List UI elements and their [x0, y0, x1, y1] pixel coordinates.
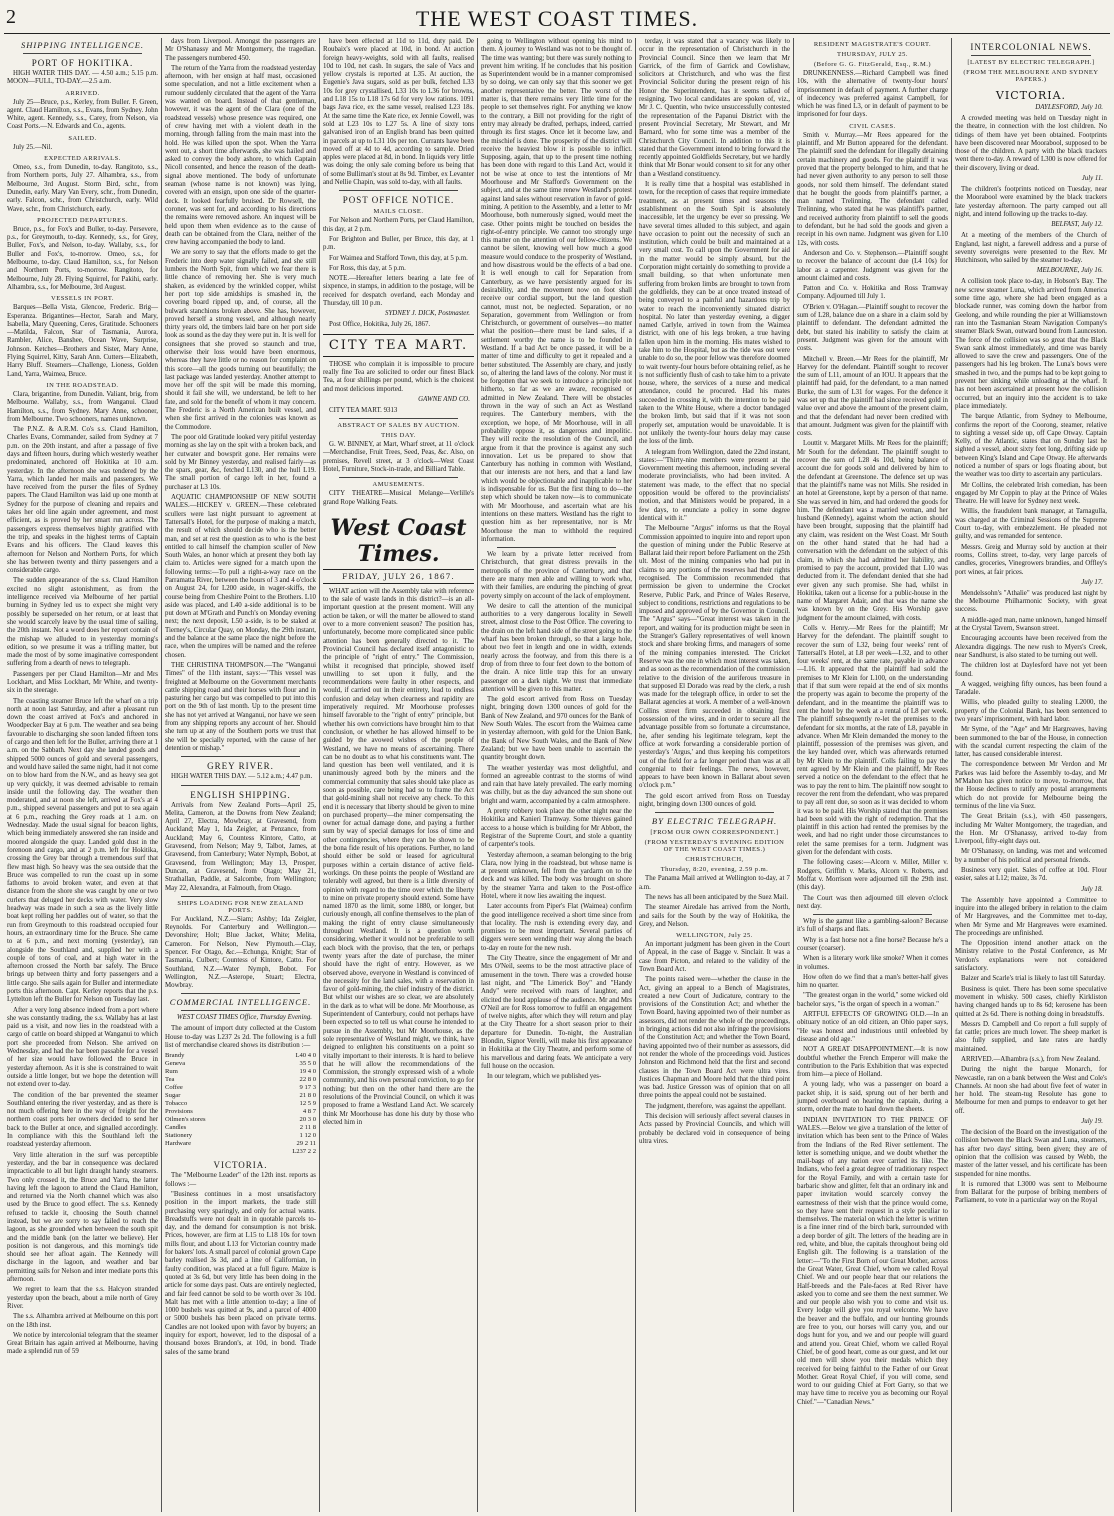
article-text: Barques—Bella Vista, Glencoe, Frederic. Brig—Esperanza. Brigantines—Hector, Sarah and Mary, Isabella, Mary Queening, Ceres, Gratitude. Schooners—Matilda, Falcon, Star of Tasmania, Aurora, Rambler, Alice, Banshee, Ocean Wave, Surprise, Johnson. Ketches—Brothers and Sister, Mary Anne, Flying Squirrel, Kitty, Sarah Ann. Cutters—Elizabeth, Harry Bluff. Steamers—Challenge, Lioness, Golden Land, Yarra, Waimea, Bruce.: [7, 304, 158, 378]
article-text: Mitchell v. Breen.—Mr Rees for the plaintiff, Mr Harvey for the defendant. Plaintiff sought to recover the sum of L11, amount of an IOU. It appears that the plaintiff had paid, for the defendant, to a man named Burke, the sum of L31 for wages. For the defence it was set up that the plaintiff had since received gold in value over and above the amount of the present claim, and that the defendant had never been credited with that amount. Judgment was given for the plaintiff with costs.: [797, 355, 948, 438]
page-number: 2: [6, 6, 16, 28]
article-text: Later accounts from Piper's Flat (Waimea) confirm the good intelligence received a short time since from that locality. The rush is extending every day, and promises to be most important. Several parties of diggers were seen wending their way along the beach to-day en route for the new rush.: [481, 903, 632, 952]
article-text: The judgment, therefore, was against the appellant.: [645, 1102, 787, 1110]
article-text: THE CHRISTINA THOMPSON.—The "Wanganui Times" of the 11th instant, says:—"This vessel was freighted at Melbourne on the Government merchants cattle shipping road and their horses with flour and in pasturing her cargo but was compelled to put into this port on the 9th of last month. Up to the present time she has not yet arrived at Wanganui, nor have we seen from any shipping reports any account of her. Should she turn up at any of the Southern ports we trust that she will be specially reported, with the cause of her detention or mishap.": [165, 661, 316, 752]
duty-row: [165, 1116, 316, 1124]
subheading: SAILED.: [68, 134, 97, 142]
divider: [971, 55, 1091, 56]
article-text: The amount of import duty collected at the Custom House to-day was L237 2s 2d. The following is a full list of merchandise cleared shows its distribution :—: [165, 1025, 316, 1050]
article-text: The return of the Yarra from the roadstead yesterday afternoon, with her ensign at half mast, occasioned some speculation, and not a little excitement when a rumour suddenly circulated that the agent of the Yarra was wanted on board. Instead of that gentleman, however, it was the agent of the Clara (one of the roadstead vessels) whose presence was required, one of crew having met with a violent death in the morning, through falling from the main mast into the hold. He was killed upon the spot. When the Yarra went out, a short time afterwards, she was hailed and asked to convey the body ashore, to which Captain Nicoll consented, and hence the reason of the death-signal above mentioned. The body of unfortunate seaman (whose name is not known) was lying, covered with an ensign, upon one side of the quarter-deck. It looked fearfully bruised. Dr Rowsell, the coroner, was sent for, and according to his directions the remains were removed ashore. An inquest will be held upon them when evidence as to the cause of death can be obtained from the Clara, neither of the crew having accompanied the body to land.: [165, 64, 316, 247]
article-text: Mr Collins, the celebrated Irish comedian, has been engaged by Mr Coppin to play at the Prince of Wales Theatre. He will leave for Sydney next week.: [955, 481, 1107, 506]
divider: [339, 190, 458, 191]
article-text: The gold escort arrived from Ross on Tuesday night, bringing down 1300 ounces of gold.: [639, 792, 790, 809]
article-text: DRUNKENNESS.—Richard Campbell was fined 10s, with the alternative of twenty-four hours' imprisonment in default of payment. A further charge of indecency was preferred against Campbell, for which he was fined L3, or in default of payment to be imprisoned for four days.: [797, 70, 948, 119]
article-text: INDIAN INVITATION TO THE PRINCE OF WALES.—Below we give a translation of the letter of invitation which has been sent to the Prince of Wales from the Indians of the Red River settlement. The letter is something unique, and we doubt whether the mail-bags of any nation ever carried its like. The Indians, who feel a great degree of traditionary respect for the Royal Family, and with a certain taste for barbaric show and glitter, felt that an ordinary ink and paper invitation would scarcely convey the earnestness of their wish that the prince would come, so they have sent their request in a style peculiar to themselves. The material on which the letter is written is a fine inner rind of the birch bark, surrounded with a deep border of gilt. The letters of the heading are in red, white, and blue, the capitals throughout being old English gilt. The following is a translation of the letter:—"To the First Born of our Great Mother, across the Great Water, Great Chief, whom we called Royal Chief. We and our people hear that our relations the Half-breeds and the Pale-faces at Red River have asked you to come and see them the next summer. We and our people also wish you to come and visit us. Every lodge will give you royal welcome. We have the beaver and the buffalo, and our hunting grounds are free to you, our horses will carry you, and our dogs hunt for you, and we and our people will guard and attend you. Great Chief, whom we called Royal Chief, be of good heart, come as our guest, and let our old men will show you their medals which they received for being faithful to the Father of our Great Mother. Great Royal Chief, if you will come, send word to our guiding Chief at Fort Garry, so that we may have time to receive you as becoming our Royal Chief."—"Canadian News.": [797, 1116, 948, 1406]
article-text: A wagged, weighing fifty ounces, has been found a Taradale.: [955, 680, 1107, 697]
section-heading: SHIPPING INTELLIGENCE.: [20, 40, 145, 50]
divider: [339, 418, 458, 419]
article-text: The barque Atlantic, from Sydney to Melbourne, confirms the report of the Coorong, steamer, relative to sighting a vessel side up, off Cape Otway. Captain Kelly, of the Atlantic, states that on Sunday last he sighted a vessel, about sixty feet long, drifting side up between King's Island and Cape Otway. He afterwards noticed a number of spars or logs floating about, but the weather was too dirty to ascertain any particulars.: [955, 413, 1107, 479]
signature: SYDNEY J. DICK, Postmaster.: [385, 310, 470, 318]
duty-amount: 2 11 8: [299, 1124, 316, 1132]
article-text: Colls v. Henry.—Mr Rees for the plaintiff; Mr Harvey for the defendant. The plaintiff sought to recover the sum of L32, being four weeks' rent of Tattersall's Hotel, at L8 per week—L32, and to other four weeks' rent, at the same rate, payable in advance—L16. It appeared that the plaintiff had sold the premises to Mr Klein for L100, on the understanding that if that sum were repaid at the end of six months the property was again to become the property of the defendant, and in the meantime the plaintiff was to rent the hotel by the week at a rental of L8 per week. The plaintiff subsequently re-let the premises to the defendant for six months, at the rate of L8, payable in advance. When Mr Klein demanded the money to the plaintiff, possession of the premises was given, and the key handed over, which was afterwards returned by Mr Klein to the plaintiff. Colls failing to pay the rent agreed by Mr Klein and the plaintiff, Mr Rees served a notice on the defendant to the effect that he was to pay the rent to him. The plaintiff now sought to recover the rent from the defendant, who was prepared to pay all rent due, so soon as it was decided to whom it was to be paid. His Worship stated that the premises had been sold with the right of redemption. That the plaintiff in this action had rented the premises by the week, and had no right under those circumstances to relet the same premises for a term. Judgment was given for the defendant with costs.: [797, 625, 948, 857]
subheading: EXPECTED ARRIVALS.: [44, 155, 121, 163]
article-text: The poor old Gratitude looked very pitiful yesterday morning as she lay on the spit with a broken back, and her cutwater and bowsprit gone. Her remains were sold by Mr Binney yesterday, and realised fairly—as the spars, gear, &c, fetched L130, and the hull L19. The small portion of cargo left in her, found a purchaser at L3 10s.: [165, 433, 316, 491]
article-text: The correspondence between Mr Verdon and Mr Parkes was laid before the Assembly to-day, and Mr M'Mahon has given notice to move, to-morrow, that the House declines to ratify any postal arrangements which do not provide for Melbourne being the terminus of the line via Suez.: [955, 761, 1107, 810]
dateline: WEST COAST TIMES Office, Thursday Evening.: [176, 1014, 312, 1022]
article-text: The gold escort arrived from Ross on Tuesday night, bringing down 1300 ounces of gold for the Bank of New Zealand, and 970 ounces for the Bank of New South Wales. The escort from the Waimea came in yesterday afternoon, with gold for the Union Bank, the Bank of New South Wales, and the Bank of New Zealand; but we have been unable to ascertain the quantity brought down.: [481, 696, 632, 762]
subheading: AMUSEMENTS.: [372, 481, 425, 489]
article-text: A crowded meeting was held on Tuesday night in the theatre, in connection with the lost children. No tidings of them have yet been obtained. Footprints have been discovered near Moorabool, supposed to be those of the children. A party with the black trackers went there to-day. A reward of L300 is now offered for their discovery, living or dead.: [955, 115, 1107, 172]
article-text: terday, it was stated that a vacancy was likely to occur in the representation of Christchurch in the Provincial Council. Since then we learn that Mr Garrick, of the firm of Garrick and Cowlishaw, solicitors at Christchurch, and who was the first Provincial Solicitor during the present reign of his Honor the Superintendent, has it seems talked of resigning. Two local candidates are spoken of, viz., Mr J. C. Quentin, who twice unsuccessfully contested the representation of the Papanui District with the present Provincial Secretary, Mr Stewart, and Mr Barnard, who for some time was a member of the Christchurch City Council. In addition to this it is stated that the Government intend to bring forward the recently appointed Goldfields Secretary, but we hardly think that Mr Bonar would consent to sit for any other than a Westland constituency.: [639, 38, 790, 178]
article-text: The Court was then adjourned till eleven o'clock next day.: [797, 894, 948, 910]
column-1: [4, 38, 162, 1512]
subheading: (FROM YESTERDAY'S EVENING EDITION OF THE WEST COAST TIMES.): [644, 839, 785, 854]
article-text: For Ross, this day, at 5 p.m.: [329, 264, 406, 272]
duty-amount: 29 2 11: [296, 1140, 316, 1148]
article-text: Willis, the fraudulent bank manager, at Tarnagulla, was charged at the Criminal Sessions of the Supreme Court to-day, with embezzlement. He pleaded not guilty, and was remanded for sentence.: [955, 508, 1107, 541]
divider: [497, 547, 616, 548]
article-text: In our telegram, which we published yes-: [487, 1073, 602, 1081]
article-text: The coasting steamer Bruce left the wharf on a trip north at noon last Saturday, and after a pleasant run down the coast arrived at Fox's and anchored in Woodpecker Bay at 6 p.m. The weather and sea being favourable to discharging she soon landed fifteen tons of cargo and then left for the Buller, arriving there at 1 a.m. on the Sabbath. Next day she landed goods and shipped 5000 ounces of gold and several passengers, and would have sailed the same night, had it not come on to blow hard from the N.W., and as heavy sea got up very quickly, it was deemed advisable to remain inside until the following day. The weather then moderated, and at noon she left, arrived at Fox's at 4 p.m., shipped several passengers and put to sea again at 6 p.m., reaching the Grey roads at 1 a.m. on Wednesday. Made the usual signal for beacon lights, which being immediately answered she ran inside and moored alongside the quay. Landed gold dust in the forenoon and cargo, and at 2 p.m. left for Hokitika, crossing the Grey bar through a tremendous surf that flew mast high. So heavy was the sea outside that the Bruce was compelled to run the coast up in some fathoms to avoid broken water, and even at that distance from the shore she was caught by one or two curlers that deluged her decks with water. Very slow headway was made in such a sea as the lively little boat kept rolling her paddles out of water, so that the run from Greymouth to this roadstead occupied four hours, an extraordinary time for the Bruce. She came to at 6 p.m., and next morning (yesterday), ran alongside the Southland and, supplied her with a couple of tons of coal, and at high water in the afternoon crossed the North bar safely. The Bruce brings up between thirty and forty passengers and a little cargo. She sails again for Buller and intermediate ports this afternoon. Capt. Kerley reports that the p.s. Lyttelton left the Buller for Nelson on Tuesday last.: [7, 697, 158, 1004]
duty-row: [165, 1132, 316, 1140]
article-text: O'Brien v. O'Hagan.—Plaintiff sought to recover the sum of L28, balance due on a share in a claim sold by plaintiff to defendant. The defendant admitted the debt, but stated his inability to satisfy the claim at present. Judgment was given for the amount with costs.: [797, 303, 948, 353]
divider: [181, 1010, 300, 1011]
article-text: We regret to learn that the s.s. Halcyon stranded yesterday upon the beach, about a mile north of Grey River.: [7, 1286, 158, 1310]
column-2: [162, 38, 320, 1512]
article-text: HIGH WATER THIS DAY. — 5.12 a.m.; 4.47 p.m.: [171, 773, 313, 781]
advert-text: THOSE who complain it is impossible to procure really fine Tea are solicited to order our finest Black Tea, at four shillings per pound, which is the choicest and most delicious imported.: [323, 360, 474, 393]
duty-row: [165, 1076, 316, 1084]
article-text: Mendelssohn's "Athalie" was produced last night by the Melbourne Philharmonic Society, with great success.: [955, 589, 1107, 614]
duty-item: Hardware: [165, 1140, 191, 1148]
issue-date: FRIDAY, JULY 26, 1867.: [323, 569, 474, 584]
article-text: The following cases:—Alcorn v. Miller, Miller v. Rodgers, Griffith v. Marks, Alcorn v. Roberts, and Moffat v. Morrison were adjourned till the 29th inst. (this day).: [797, 859, 948, 892]
leader-text: going to Wellington without opening his mind to them. A journey to Westland was not to be thought of. The time was wanting; but there was surely nothing to prevent him writing. If he concludes that his position as Superintendent would be in a manner compromised by so doing, we can only say that this sooner we get another representative the better. The worst of the matter is, that there remains very little time for the people to set themselves right. For anything we know to the contrary, a Bill not providing for the right of entry may already be drafted, perhaps, indeed, carried through its first stages. Once let it become law, and the mischief is done. The prosperity of the district will receive the heaviest blow it is possible to inflict. Supposing, again, that up to the present time nothing has been done with regard to this Land Act, would it not be wise at once to test the intentions of Mr Moorhouse and Mr Stafford's Government on the subject, and at the same time renew Westland's protest against land sales without reservation in favor of gold-mining. A petition to the Assembly, and a letter to Mr Moorhouse, both numerously signed, would meet the case. Other points might be touched on besides the right-of-entry principle. We cannot too strongly urge this matter on the attention of our fellow-citizens. We cannot be silent, knowing well how much a good measure would conduce to the prosperity of Westland, and how disastrous would be the effects of a bad one. It is well enough to call for Separation from Canterbury, as we have persistently argued for its desirability, and the movement now on foot shall receive our cordial support, but the land question cannot, must not, be neglected. Separation, or no Separation, government from Wellington or from Christchurch, or government of ourselves—no matter what the position—there must be land sales, if a settlement worthy the name is to be founded in Westland. If a bad Act be once passed, it will be a matter of time and difficulty to get it repealed and a better substituted. The Assembly are chary, and justly so, of altering the land laws of the colony. Nor must it be forgotten that we seek to introduce a principle not hitherto, so far as we are aware, recognised or admitted in New Zealand. There will be obstacles thrown in the way of such an Act as Westland requires. The Canterbury members, with the exception, we hope, of Mr Moorhouse, will in all probability oppose it, as dangerous and impolitic. They will recite the resolution of the Council, and argue from it that the province is against any such innovation. Let us be prepared to show that Canterbury has nothing in common with Westland, that our interests are not hers, and that a land law which would be objectionable and inapplicable to her is indispensable for us. But the first thing to do—the step which should be taken now—is to communicate with Mr Moorhouse, and ascertain what are his intentions on these matters. Westland has the right to question him as her representative, nor is Mr Moorhouse the man to withhold the required information.: [481, 38, 632, 543]
section-heading: BY ELECTRIC TELEGRAPH.: [651, 816, 778, 827]
duty-table: [165, 1052, 316, 1156]
article-text: have been effected at 11d to 11d, duty paid. De Roubaix's were placed at 10d, in bond. At auction foreign heavy-weights, sold with all faults, realised 10d to 10d, net cash. In sugars, the sale of Vacs and yellow crystals is reported at L35. At auction, the Eugenie's Java sugars, sold as per bulk, fetched L33 10s for grey crystallised, L33 10s to L36 for browns, and L18 15s to L18 17s 6d for very low rations. 1091 bags Java rice, ex the same vessel, realised L23 18s. At the same time the Kate rice, ex Jennie Cowell, was sold at L23 10s to L27 5s. A line of sixty tons galvanised iron of an English brand has been quitted in parcels at up to L31 10s per ton. Currants have been moved off at 4d to 4d, according to sample. Dried apples were placed at 8d, in bond. In liquids very little was doing; the only sale coming before us being that of some Bulliman's stout at 8s 9d. Timber, ex Levanter and Nellie Chapin, was sold to-day, with all faults.: [323, 38, 474, 187]
article-text: AQUATIC CHAMPIONSHIP OF NEW SOUTH WALES.—HICKEY v. GREEN.—These celebrated scullers were last night pursuant to agreement at Tattersall's Hotel, for the purpose of making a match, the result of which should decide who is the better man, and set at rest the question as to who is the best entitled to call himself the champion sculler of New South Wales, an honor which at present they both lay claim to. Articles were signed for a match upon the following terms:—To pull a right-a-way race on the Parramatta River, between the hours of 3 and 4 o'clock on August 24, for L200 aside, in wager-skiffs, the course being from Cheshire Point to the Brothers. L10 aside was placed, and L40 a-side additional is to be put down at M'Grath and Punch's on Monday evening next; the next deposit, L50 a-side, is to be staked at Tierney's, Circular Quay, on Monday, the 29th instant, and the balance at the same place the night before the race, when the umpires will be named and the referee chosen.: [165, 494, 316, 659]
subheading: SHIPS LOADING FOR NEW ZEALAND PORTS.: [177, 899, 304, 914]
article-text: The Opposition intend another attack on the Ministry relative to the Postal Conference, as Mr Verdon's explanations were not considered satisfactory.: [955, 940, 1107, 973]
article-text: ARRIVED.—Alhambra (s.s.), from New Zealand.: [961, 1055, 1101, 1063]
duty-amount: 12 5 9: [299, 1100, 316, 1108]
dateline: THURSDAY, JULY 25.: [837, 51, 908, 58]
duty-item: Geneva: [165, 1060, 186, 1068]
article-text: We are sorry to say that the efforts made to get the Frederic into deep water signally failed, and she still lumbers the North Spit, from which we fear there is little chance of removing her. She is very much shaken, as evidenced by the wrinkled copper, whilst her port top side amidships is smashed in, the covering board ripped up, and, of course, all the bulwark stanchions broken above. She has, however, proved herself a strong vessel, and although nearly thirty years old, the timbers laid bare on her port side look as sound as the day they were put in. It is well for consignees that she proved so staunch and true, otherwise their loss would have been enormous, whereas they have little or no reason for complaint on this score—all the goods turning out beautifully; the last package was landed yesterday. Another attempt to move her off the spit will be made this morning, should it fail she will, we understand, be left to her fate, and sold for the benefit of whom it may concern. The Frederic is a North American built vessel, and when she first arrived in the colonies was known as the Commodore.: [165, 249, 316, 431]
duty-amount: 20 3 0: [299, 1116, 316, 1124]
article-text: Bruce, p.s., for Fox's and Buller, to-day. Persevere, p.s., for Greymouth, to-day. Kennedy, s.s., for Grey, Buller, Fox's, and Nelson, to-day. Wallaby, s.s., for Buller and Fox's, to-morrow. Omeo, s.s., for Melbourne, to-day. Claud Hamilton, s.s., for Nelson and Northern Ports, to-morrow. Rangitoto, for Melbourne, July 28. Flying Squirrel, for Pakihi, early. Alhambra, s.s., for Melbourne, 3rd August.: [7, 225, 158, 291]
article-text: A collision took place to-day, in Hobson's Bay. The new screw steamer Luna, which arrived from America some time ago, where she had been engaged as a blockade runner, was coming down the harbor from Geelong, and while rounding the pier at Williamstown ran into the Tasmanian Steam Navigation Company's steamer Black Swan, outward bound from Launceston. The force of the collision was so great that the Black Swan sank almost immediately, and time was barely allowed to save the crew and passengers. One of the passengers had his leg broken. The Luna's bows were smashed in two, and the pumps had to be kept going to prevent her sinking while unloading at the wharf. It has not been ascertained at present how the collision occurred, but an inquiry into the accident is to take place immediately.: [955, 278, 1107, 410]
article-text: Very little alteration in the surf was perceptible yesterday, and the bar in consequence was declared impracticable to all but light draught handy steamers. Two only crossed it, the Bruce and Yarra, the latter having left the lagoon to attend the Claud Hamilton, and returned via the North channel which was also used by the Bruce to good effect. The s.s. Kennedy refused to tackle it, choosing the South channel instead, but we are sorry to say failed to reach the lagoon, as she grounded when between the south spit and the middle bank (on the latter we believe). Her position is not dangerous, and this morning's tide should see her afloat again. The Kennedy will discharge in the lagoon, and weather and bar permitting sails for Nelson and inter mediate ports this afternoon.: [7, 1151, 158, 1284]
article-text: A pretty robbery took place the other night near the Hokitika and Kanieri Tramway. Some thieves gained access to a house which is building for Mr Abbott, the Registrar of the Supreme Court, and stole a quantity of carpenter's tools.: [481, 808, 632, 849]
article-text: The s.s. Alhambra arrived at Melbourne on this port on the 18th inst.: [7, 1313, 158, 1329]
article-text: The P.N.Z. & A.R.M. Co's s.s. Claud Hamilton, Charles Evans, Commander, sailed from Sydney at 7 p.m. on the 20th instant, and after a passage of five days and fifteen hours, during which westerly weather predominated, anchored off Hokitika at 10 a.m. yesterday. In the afternoon she was tendered by the Yarra, which landed her mails and passengers. We have received from the purser the files of Sydney papers. The Claud Hamilton was laid up one month at Sydney for the purpose of cleaning and repairs and takes her old line again under agreement, and most efficient, as is proved by her smart run across. The passengers express themselves highly gratified with the trip, and speaks in the highest terms of Captain Evans and his officers. The Claud leaves this afternoon for Nelson and Northern Ports, for which she has between twenty and thirty passengers and a considerable cargo.: [7, 426, 158, 575]
columns: [4, 38, 1110, 1512]
article-text: When is a literary work like smoke? When it comes in volumes.: [797, 955, 948, 971]
divider: [181, 896, 300, 897]
column-5: [636, 38, 794, 1512]
duty-item: Oilmen's stores: [165, 1116, 206, 1124]
article-text: We learn by a private letter received from Christchurch, that great distress prevails in the metropolis of the province of Canterbury, and that there are many men able and willing to work who, with their families, are enduring the pinching of great poverty simply on account of the lack of employment.: [481, 551, 632, 600]
leader-text: WHAT action will the Assembly take with reference to the sale of waste lands in this district?—is an all-important question at the present moment. Will any action be taken, or will the matter be allowed to stand over to a more convenient season? The position has, unfortunately, become more complicated since public attention has been generally directed to it. The Provincial Council has declared itself antagonistic to the principle of "right of entry." The Commission, whilst it recognised that principle, showed itself unwilling to set upon it fully, and the recommendations were faulty in other respects, and would, if carried out in their entirety, lead to endless confusion and delay when clearness and rapidity are imperatively required. Mr Moorhouse professes himself favorable to the "right of entry" principle, but whether his own convictions have brought him to that conclusion, or whether he has allowed himself to be guided by the avowed wishes of the people of Westland, we have no means of ascertaining. There can be no doubt as to what his constituents want. The land question has been well ventilated, and it is unanimously agreed both by the miners and the commercial community that sales should take place as soon as possible, care being had so to frame the Act that gold-mining shall not receive any check. To this end it is necessary that liberty should be given to mine on purchased property—the miner compensating the owner for actual damage done, and paying a further sum by way of special damages for loss of time and other contingencies, where they can be shown to be the bona fide result of his operations. Further, no land should either be sold or leased for agricultural purposes within a certain distance of active field-workings. On these points the people of Westland are tolerably well agreed, but there is a little diversity of opinion with regard to the time over which the liberty to mine on private property should extend. Some have named 1870 as the limit, some 1880, or longer, but curiously enough, all confine themselves to the plan of making the right of entry clause simultaneously throughout Westland. It is a question worth considering, whether it would not be preferable to sell each block with the proviso, that the ten, or perhaps twenty years after the date of purchase, the miner should have the right of entry. However, as we observed above, everyone in Westland is convinced of the necessity for the land sales, with a reservation in favor of gold-mining, the chief industry of the district. But whilst our wishes are so clear, we are absolutely in the dark as to what will be done. Mr Moorhouse, as Superintendent of Canterbury, could not perhaps have been expected so to tell us what course he intended to pursue in the Assembly, but Mr Moorhouse, as the sole representative of Westland might, we think, have deigned to enlighten his constituents on a point so vitally important to their interests. It is hard to believe that he will allow the recommendations of the Commission, the strongly expressed wish of a whole community, and his own personal conviction, to go for nothing; but then on the other hand there are the resolutions of the Provincial Council, on which it was proposed to frame a Westland Land Act. We scarcely think Mr Moorhouse has done his duty by those who elected him in: [323, 587, 474, 1126]
duty-amount: L40 4 0: [295, 1052, 316, 1060]
article-text: It is really time that a hospital was established in town, for the reception of cases that require immediate treatment, as at present times and seasons the establishment on the South Spit is absolutely inaccessible, let the urgency be ever so pressing. We have several times alluded to this subject, and again have occasion to point out the necessity of such an institution, which could be built and maintained at a very small cost. To call upon the Government for aid in the matter would be simply absurd, but the Corporation might certainly do something to provide a small building, so that when unfortunate men suffering from broken limbs are brought to town from the goldfields, they can be at once treated instead of being conveyed to a painful and hazardous trip by water to reach the inconveniently situated district hospital. No later than yesterday evening, a digger named Carlyle, arrived in town from the Waimea district, with one of his legs broken, a true having fallen upon him in the morning. His mates wished to take him to the Hospital, but as the tide was out were unable to do so, the poor fellow was therefore doomed to wait twenty-four hours before obtaining relief, as he is not sufficiently flush of cash to take him to a private house, where, the services of a nurse and medical attendance, could he procured. Had his mates succeeded in crossing it, with the intention to be paid taken to the White House, where a doctor bandaged the broken limb, but said that if it was not soon properly set, amputation would be unavoidable. It is not unlikely the twenty-four hours delay may cause the loss of the limb.: [639, 181, 790, 446]
article-text: Patton and Co. v. Hokitika and Ross Tramway Company. Adjourned till July 1.: [797, 285, 948, 301]
article-text: The Melbourne "Argus" informs us that the Royal Commission appointed to inquire into and report upon the question of mining under the Public Reserve at Ballarat laid their report before Parliament on the 25th ult. Most of the mining companies who had put in claims to any portions of the reserves had their rights recognised. The Commission recommended that permission be given to undermine the Crocket Reserve, Public Park, and Prince of Wales Reserve, subject to conditions, restrictions and regulations to be imposed and approved of by the Governor in Council. The "Argus" says—"Great interest was taken in the report, and waiting for its production might be seen in the Stranger's Gallery representatives of well known stock and share broking firms, and managers of some of the mining companies interested. The Cricket Reserve was the one in which most interest was taken, and as soon as the recommendation of the commission relative to the division of the auriferous treasure in that supposed El Dorado was read by the clerk, a rush was made for the telegraph office, in order to set the Ballarat agencies at work. A member of a well-known Collins street firm succeeded in obtaining first possession of the wires, and in order to secure all the advantage possible from so fortunate a circumstance, he, after sending his legitimate telegram, kept the office at work forwarding a considerable portion of yesterday's 'Argus,' and thus keeping his competitors out of the field for a far longer period than was at all congenial to their feelings. The news, however, appears to have been known in Ballarat about seven o'clock p.m.": [639, 525, 790, 790]
duty-item: Stationery: [165, 1132, 193, 1140]
dateline: July 17.: [1081, 578, 1103, 586]
dateline: CHRISTCHURCH,: [685, 856, 744, 864]
duty-row: [165, 1084, 316, 1092]
article-text: G. W. BINNEY, at Mart, Wharf street, at 11 o'clock—Merchandise, Fruit Trees, Seed, Peas, &c. Also, on premises, Revell street, at 3 o'clock—West Coast Hotel, Furniture, Stock-in-trade, and Billiard Table.: [323, 441, 474, 473]
duty-amount: 35 5 0: [299, 1060, 316, 1068]
article-text: The children's footprints noticed on Tuesday, near the Moorabool were examined by the black trackers late yesterday afternoon. The party camped out all night, and intend following up the tracks to-day.: [955, 186, 1107, 218]
subheading: (Before G. G. FitzGerald, Esq., R.M.): [813, 61, 932, 68]
divider: [23, 53, 142, 54]
duty-item: Tea: [165, 1076, 175, 1084]
article-text: Louttit v. Margaret Mills. Mr Rees for the plaintiff; Mr South for the defendant. The plaintiff sought to recover the sum of L28 4s 10d, being balance of account due for goods sold and delivered by him to the defendant at Greenstone. The defence set up was that the plaintiff's name was not Mills. She resided in an hotel at Greenstone, kept by a person of that name. She was served in him, and had ordered the goods for him. The defendant was a married woman, and her husband (Kennedy), against whom the action should have been brought, supposing that the plaintiff had any claim, was resident on the West Coast. Mr South on the other hand stated that he had had a conversation with the defendant on the subject of this claim, in which she had admitted her liability, and promised to pay the account, provided that L10 was deducted from it. The defendant denied that she had ever given any such promise. She had, whilst in Hokitika, taken out a license for a public-house in the name of Margaret Adair, and that was the name she was known by on the Grey. His Worship gave judgment for the amount claimed, with costs.: [797, 440, 948, 622]
subheading: THIS DAY.: [381, 432, 416, 440]
subheading: PROJECTED DEPARTURES.: [37, 216, 128, 224]
article-heading: ENGLISH SHIPPING.: [190, 789, 291, 800]
divider: [339, 477, 458, 478]
article-text: Business very quiet. Sales of coffee at 10d. Flour easier, sales at L12; maize, 3s 7d.: [955, 867, 1107, 883]
duty-row: [165, 1124, 316, 1132]
masthead: [0, 0, 1114, 36]
divider: [813, 914, 932, 915]
article-text: Arrivals from New Zealand Ports—April 25, Melita, Cameron, at the Downs from New Zealand; April 27, Electra, Mowbray, at Gravesend, from Auckland; May 1, Ida Zeigler, at Penzance, from Auckland; May 6, Countess Kintore, Catto, at Gravesend, from Nelson; May 9, Talbot, James, at Gravesend, from Canterbury; Water Nymph, Bobot, at Gravesend, from Wellington; May 13, Prosper, Duncan, at Gravesend, from Otago; May 21, Strathallan, Paddle, at Salcombe, from Wellington; May 22, Alexandra, at Falmouth, from Otago.: [165, 801, 316, 892]
duty-row: [165, 1068, 316, 1076]
subheading: ARRIVED.: [65, 89, 100, 97]
article-heading: INTERCOLONIAL NEWS.: [970, 42, 1092, 52]
subheading: VESSELS IN PORT.: [51, 295, 114, 303]
article-text: For Nelson and Northern Ports, per Claud Hamilton, this day, at 2 p.m.: [323, 217, 474, 233]
article-text: Messrs D. Campbell and Co report a full supply of fat cattle; prices are much lower. The sheep market is also fully supplied, and late rates are hardly maintained.: [955, 1020, 1107, 1053]
divider: [181, 993, 300, 994]
article-text: NOT A GREAT DISAPPOINTMENT.—It is now doubtful whether the French Emperor will make the contribution to the Paris Exhibition that was expected from him—a piece of Holland.: [797, 1046, 948, 1079]
article-text: Passengers per per Claud Hamilton—Mr and Mrs Lockhart, and Miss Lockhart, Mr White, and twenty-six in the steerage.: [7, 670, 158, 695]
article-text: Messrs. Greig and Murray sold by auction at their rooms, Collins street, to-day, very large parcels of candles, groceries, Vinegrowers brandies, and Offley's port wines, at fair prices.: [955, 543, 1107, 576]
duty-total: L237 2 2: [292, 1148, 316, 1156]
article-text: NOTE.—Hereafter letters bearing a late fee of sixpence, in stamps, in addition to the postage, will be received for despatch overland, each Monday and Thursday, till 10 p.m.: [323, 275, 474, 308]
article-text: At a meeting of the members of the Church of England, last night, a farewell address and a purse of seventy sovereigns were presented to the Rev. Mr Hutchinson, who sailed by the steamer to-day.: [955, 232, 1107, 265]
article-text: The "Melbourne Leader" of the 12th inst. reports as follows :—: [165, 1172, 316, 1188]
article-text: How often do we find that a man's better-half gives him no quarter.: [797, 973, 948, 990]
article-text: Balzer and Scarle's trial is likely to last till Saturday.: [961, 975, 1106, 983]
article-text: Omeo, s.s., from Dunedin, to-day. Rangitoto, s.s., from Northern ports, July 27. Alhambra, s.s., from Melbourne, 3rd August. Storm Bird, schr., from Dunedin, early. Mary Van Every, schr., from Dunedin, early. Falcon, schr., from Christchurch, early. Wild Wave, schr., from Christchurch, early.: [7, 164, 158, 213]
article-text: The news has all been anticipated by the Suez Mail.: [645, 893, 789, 901]
article-text: Post Office, Hokitika, July 26, 1867.: [329, 321, 431, 329]
duty-amount: 1 12 0: [299, 1132, 316, 1140]
advert-heading: CITY TEA MART.: [323, 334, 474, 357]
article-text: Anderson and Co. v. Stephenson.—Plaintiff sought to recover the balance of account due (L4 10s) for labor as a carpenter. Judgment was given for the amount claimed and costs.: [797, 249, 948, 282]
dateline: July 11.: [1081, 175, 1103, 183]
article-text: CITY THEATRE—Musical Melange—Verlille's grand Rope Walking Feats.: [323, 490, 474, 506]
article-heading: PORT OF HOKITIKA.: [31, 58, 134, 68]
article-text: Mr Syme, of the "Age" and Mr Hargreaves, having been summoned to the bar of the House, in connection with the scandal current respecting the claim of the latter, has caused considerable interest.: [955, 726, 1107, 759]
article-text: Why is a fast horse not a fine horse? Because he's a courser (coarser).: [797, 936, 948, 952]
dateline: BELFAST, July 12.: [1051, 221, 1103, 229]
subheading: (FROM THE MELBOURNE AND SYDNEY PAPERS.): [963, 69, 1099, 83]
article-text: Yesterday afternoon, a seaman belonging to the brig Clara, now lying in the roadstead, but whose name is at present unknown, fell from the yardarm on to the deck and was killed. The body was brought on shore by the steamer Yarra and taken to the Post-office Hotel, where it now lies awaiting the inquest.: [481, 851, 632, 900]
duty-row: [165, 1052, 316, 1060]
duty-item: Brandy: [165, 1052, 185, 1060]
column-6: [794, 38, 952, 1512]
article-text: During the night the barque Monarch, for Newcastle, ran on a bank between the West and Cole's Channels. At noon she had about five feet of water in her hold. The steam-tug Resolute has gone to Melbourne for men and pumps to endeavor to get her off.: [955, 1066, 1107, 1115]
article-text: A young lady, who was a passenger on board a packet ship, it is said, sprung out of her berth and jumped overboard on hearing the captain, during a storm, order the mate to haul down the sheets.: [797, 1081, 948, 1114]
duty-row: [165, 1108, 316, 1116]
article-text: This decision will seriously affect several clauses in Acts passed by Provincial Councils, and which will probably be declared void in consequence of being ultra vires.: [639, 1113, 790, 1145]
article-text: We notice by intercolonial telegram that the steamer Great Britain has again arrived at Melbourne, having made a splendid run of 59: [7, 1331, 158, 1356]
duty-row: [165, 1100, 316, 1108]
article-text: ARTFUL EFFECTS OF GROWING OLD.—In an obituary notice of an old citizen, an Ohio paper says, "He was honest and industrious until enfeebled by disease and old age.": [797, 1011, 948, 1043]
article-text: It is rumored that L3000 was sent to Melbourne from Ballarat for the purpose of bribing members of Parliament, to vote in a particular way on the Royal: [955, 1180, 1107, 1205]
article-text: Mr O'Shanassy, on landing, was met and welcomed by a number of his political and personal friends.: [955, 848, 1107, 864]
divider: [181, 756, 300, 757]
article-text: The weather yesterday was most delightful, and formed an agreeable contrast to the storms of wind and rain that have lately prevailed. The early morning was chilly, but as the day advanced the sun shone out bright and warm, accompanied by a calm atmosphere.: [481, 764, 632, 805]
dateline: WELLINGTON, July 25.: [676, 932, 753, 940]
article-text: The Panama Mail arrived at Wellington to-day, at 7 a.m.: [639, 875, 790, 891]
duty-row: [165, 1092, 316, 1100]
article-text: "Business continues in a most unsatisfactory position in the import markets, the trade still purchasing very sparingly, and only for actual wants. Breadstuffs were not dealt in in quotable parcels to-day, and the demand for consumption is not brisk. Prices, however, are firm at L15 to L18 10s for town mills flour, and about L13 for Victorian country made for bakers' lots. A small parcel of colonial grown Cape barley realised 3s 3d, and a line of Californian, in faulty condition, was placed at a full figure. Maize is quoted at 3s 6d, but very little has been doing in the article for some days past. Oats are entirely neglected, and fair feed cannot be sold to be worth over 3s 10d. Malt has met with a little attention to-day; a line of 1000 bushels was quitted at 9s, and a parcel of 4000 or 5000 bushels has been placed on private terms. Candles are not looked upon with favor by buyers; an inquiry for export, however, led to the disposal of a thousand boxes Brandon's, at 10d, in bond. Trade sales of the same brand: [165, 1190, 316, 1356]
duty-item: Coffee: [165, 1084, 183, 1092]
dateline: DAYLESFORD, July 10.: [1035, 104, 1103, 111]
duty-item: Rum: [165, 1068, 178, 1076]
divider: [655, 812, 774, 813]
article-text: Clara, brigantine, from Dunedin. Valiant, brig, from Melbourne. Wallaby, s.s., from Wanganui. Claud Hamilton, s.s., from Sydney. Mary Anne, schooner, from Melbourne. Two schooners, names unknown.: [7, 390, 158, 423]
article-text: Willis, who pleaded guilty to stealing L2000, the property of the Colonial Bank, has been sentenced to two years' imprisonment, with hard labor.: [955, 699, 1107, 723]
column-4: [478, 38, 636, 1512]
paper-nameplate: West Coast Times.: [330, 514, 467, 567]
article-text: July 25—Bruce, p.s., Kerley, from Buller. F. Green, agent. Claud Hamilton, s.s., Evans, from Sydney. John White, agent. Kennedy, s.s., Carey, from Nelson, via Coast Ports.—N. Edwards and Co., agents.: [7, 98, 158, 131]
article-text: Encouraging accounts have been received from the Alexandra diggings. The new rush to Myers's Creek, near Sandhurst, is also stated to be turning out well.: [955, 635, 1107, 659]
article-text: Business is quiet. There has been some speculative movement in whisky. 500 cases, chiefly Kirkliston having changed hands up to 8s 6d; kerosene has been quitted at 2s 6d. There is nothing doing in breadstuffs.: [955, 985, 1107, 1018]
signature: GAWNE AND CO.: [418, 395, 470, 403]
article-text: HIGH WATER THIS DAY. — 4.50 a.m.; 5.15 p.m. MOON—FULL, TO-DAY.—2.5 a.m.: [7, 70, 158, 86]
subheading: CIVIL CASES.: [849, 122, 896, 130]
dateline: Thursday, 8:20, evening, 2.59 p.m.: [660, 866, 769, 874]
dateline: MELBOURNE, July 16.: [1036, 267, 1103, 275]
newspaper-title: THE WEST COAST TIMES.: [415, 6, 699, 31]
article-text: The City Theatre, since the engagement of Mr and Mrs O'Neil, seems to be the most attractive place of amusement in the town. There was a crowded house last night, and "The Limerick Boy" and "Handy Andy" were received with roars of laughter, and elicited the loud applause of the audience. Mr and Mrs O'Neil are for Ross tomorrow to fulfil an engagement of twelve nights, after which they will return and play at the City Theatre for a short season prior to their departure for Dunedin. To-night, the Australian Blondin, Signor Verelli, will make his first appearance in Hokitika at the City Theatre, and perform some of his marvellous and daring feats. We anticipate a very full house on the occasion.: [481, 955, 632, 1070]
duty-row: [165, 1140, 316, 1148]
article-text: "The greatest organ in the world," some wicked old bachelor says, "is the organ of speech in a woman.": [797, 992, 948, 1008]
article-text: The decision of the Board on the investigation of the collision between the Black Swan and Luna, steamers, has after two days' sitting, been given; they are of opinion that the collision was caused by Webb, the master of the latter vessel, and his certificate has been suspended for nine months.: [955, 1129, 1107, 1178]
article-text: After a very long absence indeed from a port where she was constantly trading, the s.s. Wallaby has at last paid us a visit, and now lies in the roadstead with a cargo of cattle on board shipped at Wanganui to which port she proceeded from Nelson. She arrived on Wednesday, and had the bar been passable for a vessel of her size would have followed the Bruce in yesterday afternoon. As it is she is constrained to wait outside a little longer, but we hope the detention will not extend over to-day.: [7, 1006, 158, 1089]
section-heading: COMMERCIAL INTELLIGENCE.: [169, 997, 312, 1008]
masthead-rule: [4, 33, 1110, 34]
article-text: An important judgment has been given in the Court of Appeal, in the case of Bagge v. Sinclair. It was a case from Picton, and related to the validity of the Town Board Act.: [639, 941, 790, 973]
article-text: The Assembly have appointed a Committee to inquire into the alleged bribery in relation to the claim of Mr Hargreaves, and the Committee met to-day, when Mr Syme and Mr Hargreaves were examined. The proceedings are unfinished.: [955, 896, 1107, 937]
column-3: [320, 38, 478, 1512]
subheading: IN THE ROADSTEAD.: [46, 381, 119, 389]
article-text: Why is the gamut like a gambling-saloon? Because it's full of sharps and flats.: [797, 918, 948, 934]
article-text: The Great Britain (s.s.), with 450 passengers, including Mr Walter Montgomery, the tragedian, and the Hon. Mr O'Shanassy, arrived to-day from Liverpool, fifty-eight days out.: [955, 813, 1107, 846]
article-text: For Waimea and Stafford Town, this day, at 5 p.m.: [329, 254, 468, 262]
dateline: July 18.: [1081, 885, 1103, 893]
article-text: The condition of the bar prevented the steamer Southland entering the river yesterday, and as there is not much offering here in the way of freight for the northern coast ports her owners decided to send her back to the Buller at once, and signalled accordingly. In compliance with this the Southland left the roadstead yesterday afternoon.: [7, 1091, 158, 1149]
divider: [181, 785, 300, 786]
duty-amount: 4 8 7: [302, 1108, 316, 1116]
article-text: A middle-aged man, name unknown, hanged himself at the Crystal Tavern, Swanson street.: [955, 616, 1107, 633]
article-text: days from Liverpool. Amongst the passengers are Mr O'Shanassy and Mr Montgomery, the tragedian. The passengers numbered 450.: [165, 38, 316, 62]
article-text: Smith v. Murray.—Mr Rees appeared for the plaintiff, and Mr Button appeared for the defendant. The plaintiff sued the defendant for illegally detaining certain machinery and goods. For the plaintiff it was proved that the property belonged to him, and that he had never given authority to any person to sell those goods, nor sold them himself. The defendant stated that he bought the goods from plaintiff's partner, a man named Trelinning. The defendant called Trelinning, who stated that he was plaintiff's partner, and received authority from plaintiff to sell the goods to defendant, but he had sold the goods and given a receipt in his own name. Judgment was given for L10 12s, with costs.: [797, 131, 948, 247]
subheading: [LATEST BY ELECTRIC TELEGRAPH.]: [967, 59, 1095, 66]
article-text: The sudden appearance of the s.s. Claud Hamilton excited no slight astonishment, as from the intelligence received via Melbourne of her partial burning in Sydney led us to expect she might very possibly be superseded on her return, or at least that she would scarcely leave by the usual time of sailing, the 20th instant. Not a word does her report contain of the mishap we alluded to in yesterday morning's edition, so we presume it was a trifling matter, but made the most of by some imaginative correspondent suffering from a dearth of news to telegraph.: [7, 577, 158, 668]
article-text: We desire to call the attention of the municipal authorities to a very dangerous locality in Sewell street, almost close to the Post Office. The covering to the drain on the left hand side of the street going to the wharf has been broken through, so that a large hole, about two feet in length and one in width, extends nearly across the footway, and from this there is a drop of from three to four feet down to the bottom of the drain. A nice little trap this for an unwary passenger on a dark night. We trust that immediate attention will be given to this matter.: [481, 602, 632, 693]
duty-item: Tobacco: [165, 1100, 188, 1108]
subheading: ABSTRACT OF SALES BY AUCTION.: [337, 422, 460, 430]
article-text: The points raised were—whether the clause in the Act, giving an appeal to a Bench of Magistrates, created a new Court of Judicature, contrary to the provisions of the Constitution Act; and whether the Town Board, having appointed two of their number as assessors, did not render the whole of the proceedings, in bringing actions did not also infringe the provisions of the Constitution Act; and whether the Town Board, having appointed two of their number as assessors, did not render the whole of the proceedings void. Justices Johnston and Richmond held that the first and second clauses in the Town Board Act were ultra vires. Justices Chapman and Moore held that the third point was bad. Justice Gresson was of opinion that on all three points the appeal could not be sustained.: [639, 976, 790, 1100]
article-text: July 25.—Nil.: [13, 143, 53, 151]
article-text: A telegram from Wellington, dated the 22nd instant, states:—"Thirty-nine members were present at the Government meeting this afternoon, including several moderate provincialists, who had been invited. A statement was made, to the effect that no special opposition would be offered to the provincialists' motion, and that Ministers would be prepared, in a few days, to enunciate a policy in some degree identical with it.": [639, 448, 790, 522]
duty-row: [165, 1060, 316, 1068]
column-7: [952, 38, 1110, 1512]
article-heading: GREY RIVER.: [207, 761, 274, 772]
duty-amount: 22 8 0: [299, 1076, 316, 1084]
article-heading: VICTORIA.: [213, 1160, 268, 1171]
article-heading: RESIDENT MAGISTRATE'S COURT.: [813, 41, 932, 48]
duty-item: Candles: [165, 1124, 187, 1132]
subheading: [FROM OUR OWN CORRESPONDENT.]: [650, 829, 779, 837]
article-text: For Brighton and Buller, per Bruce, this day, at 1 p.m.: [323, 235, 474, 252]
duty-amount: 19 4 0: [299, 1068, 316, 1076]
subheading: MAILS CLOSE.: [373, 208, 424, 216]
article-text: The children lost at Daylesford have not yet been found.: [955, 662, 1107, 678]
article-text: The steamer Airedale has arrived from the North, and sails for the South by the way of Hokitika, the Grey, and Nelson.: [639, 904, 790, 928]
duty-item: Provisions: [165, 1108, 193, 1116]
article-heading: POST OFFICE NOTICE.: [342, 195, 455, 206]
duty-item: Sugar: [165, 1092, 181, 1100]
article-text: For Auckland, N.Z.—Siam; Ashby; Ida Zeigler, Reynolds. For Canterbury and Wellington.—Devonshire; Holt; Blue Jacket, White; Melita, Cameron. For Nelson, New Plymouth.—Clay, Spencer. For Otago, &c.—Echunga, Knight; Star of Tasmania, Culbert; Countess of Kintore, Catto. For Southland, N.Z.—Water Nymph, Bobot. For Wellington, N.Z.—Asterope, Stuart; Electra, Mowbray.: [165, 915, 316, 990]
article-heading: VICTORIA.: [995, 89, 1067, 102]
duty-amount: 21 8 0: [299, 1092, 316, 1100]
advert-text: CITY TEA MART. 9313: [329, 406, 398, 414]
dateline: July 19.: [1081, 1118, 1103, 1126]
duty-amount: 9 17 3: [299, 1084, 316, 1092]
